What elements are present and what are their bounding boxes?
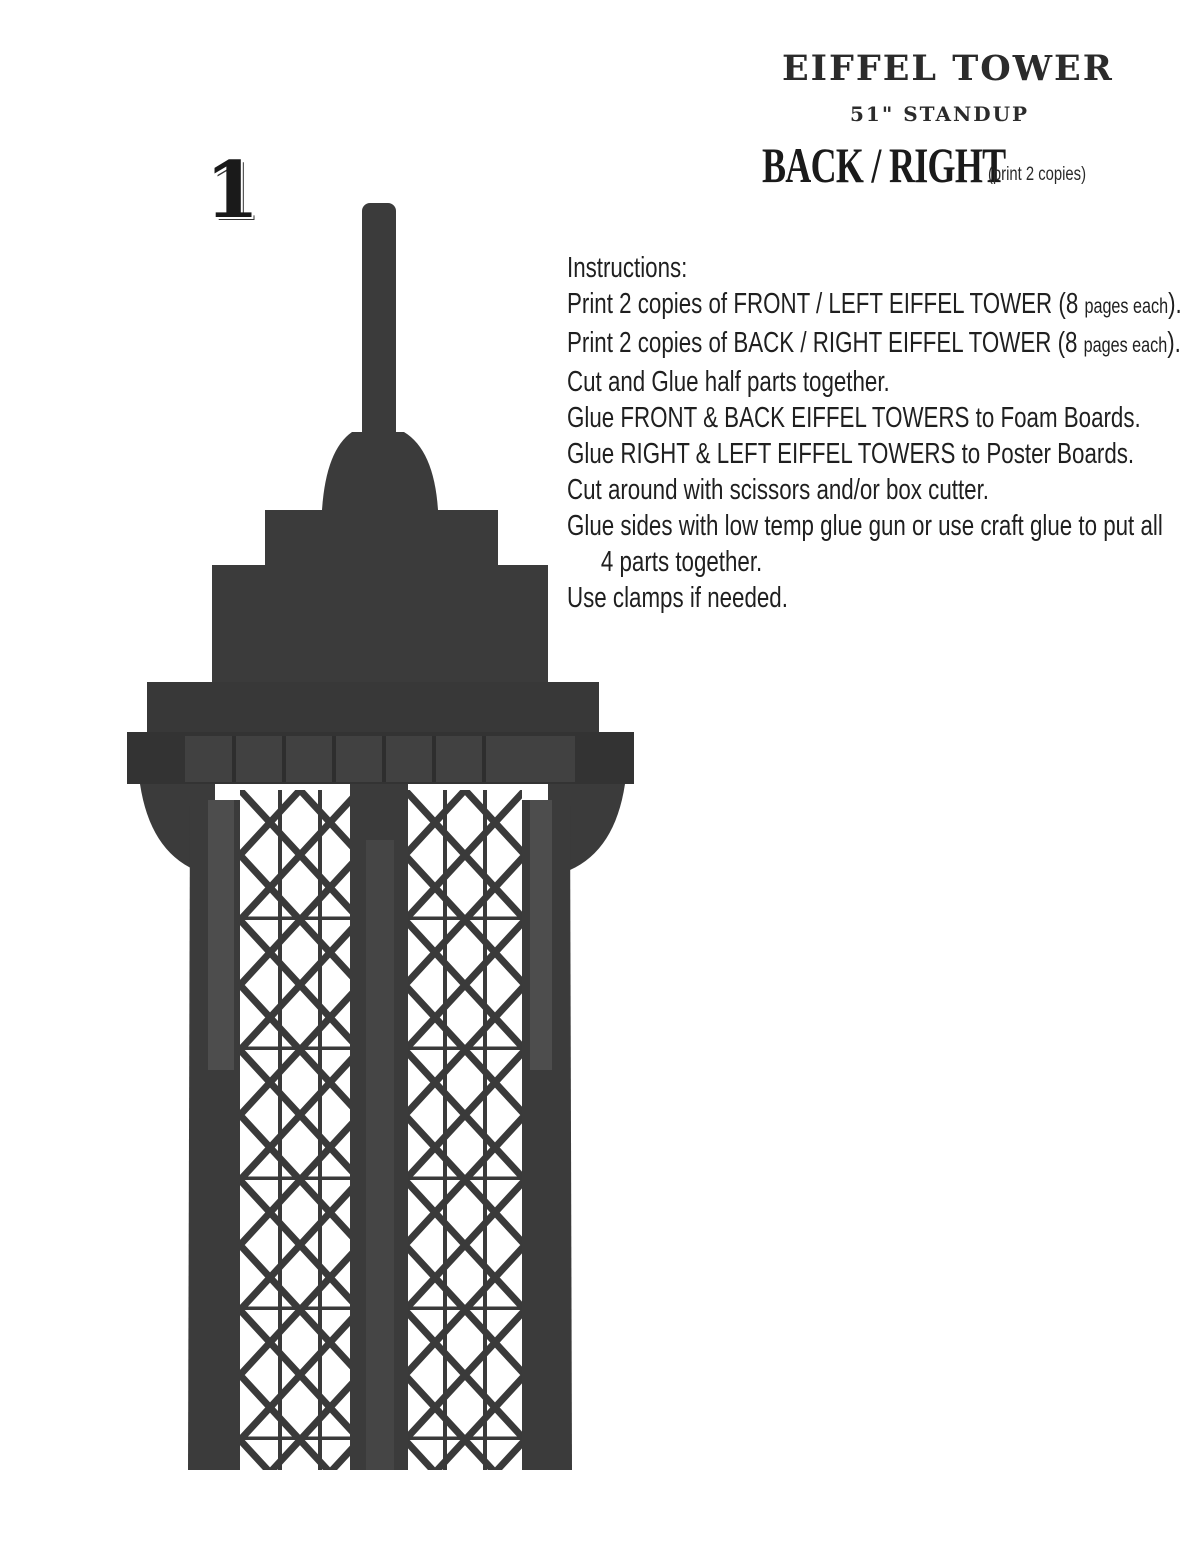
page-number: 1	[205, 145, 260, 236]
tower-dome	[322, 432, 438, 520]
main-title: EIFFEL TOWER	[782, 48, 1114, 89]
instruction-small-text: pages each	[1083, 334, 1168, 357]
print-note: (print 2 copies)	[988, 164, 1087, 185]
instruction-line: Glue FRONT & BACK EIFFEL TOWERS to Foam Boards.	[567, 402, 1141, 434]
tower-roof-step	[265, 510, 498, 570]
instruction-line: Use clamps if needed.	[567, 582, 788, 614]
tower-lattice-right	[408, 790, 522, 1470]
tower-cabin	[212, 565, 548, 690]
tower-spire	[362, 203, 396, 443]
instruction-line: Glue sides with low temp glue gun or use craft glue to put all	[567, 510, 1163, 542]
instruction-text-end: ).	[1167, 327, 1181, 359]
instruction-small-text: pages each	[1084, 295, 1169, 318]
instruction-line: 4 parts together.	[600, 546, 763, 578]
tower-lattice-left	[240, 790, 350, 1470]
instruction-text: Print 2 copies of FRONT / LEFT EIFFEL TOWER (8	[567, 288, 1085, 320]
instruction-line: Cut around with scissors and/or box cutter.	[567, 474, 989, 506]
instruction-text-end: ).	[1168, 288, 1182, 320]
tower-platform-top	[147, 682, 599, 734]
instruction-line: Glue RIGHT & LEFT EIFFEL TOWERS to Poster Boards.	[567, 438, 1135, 470]
tower-shapes	[127, 203, 634, 1470]
subtitle: 51" STANDUP	[850, 102, 1030, 126]
variant-title: BACK / RIGHT	[762, 137, 1006, 193]
instructions-heading: Instructions:	[567, 252, 688, 284]
instruction-line: Cut and Glue half parts together.	[567, 366, 890, 398]
instruction-text: Print 2 copies of BACK / RIGHT EIFFEL TOWER (8	[567, 327, 1084, 359]
